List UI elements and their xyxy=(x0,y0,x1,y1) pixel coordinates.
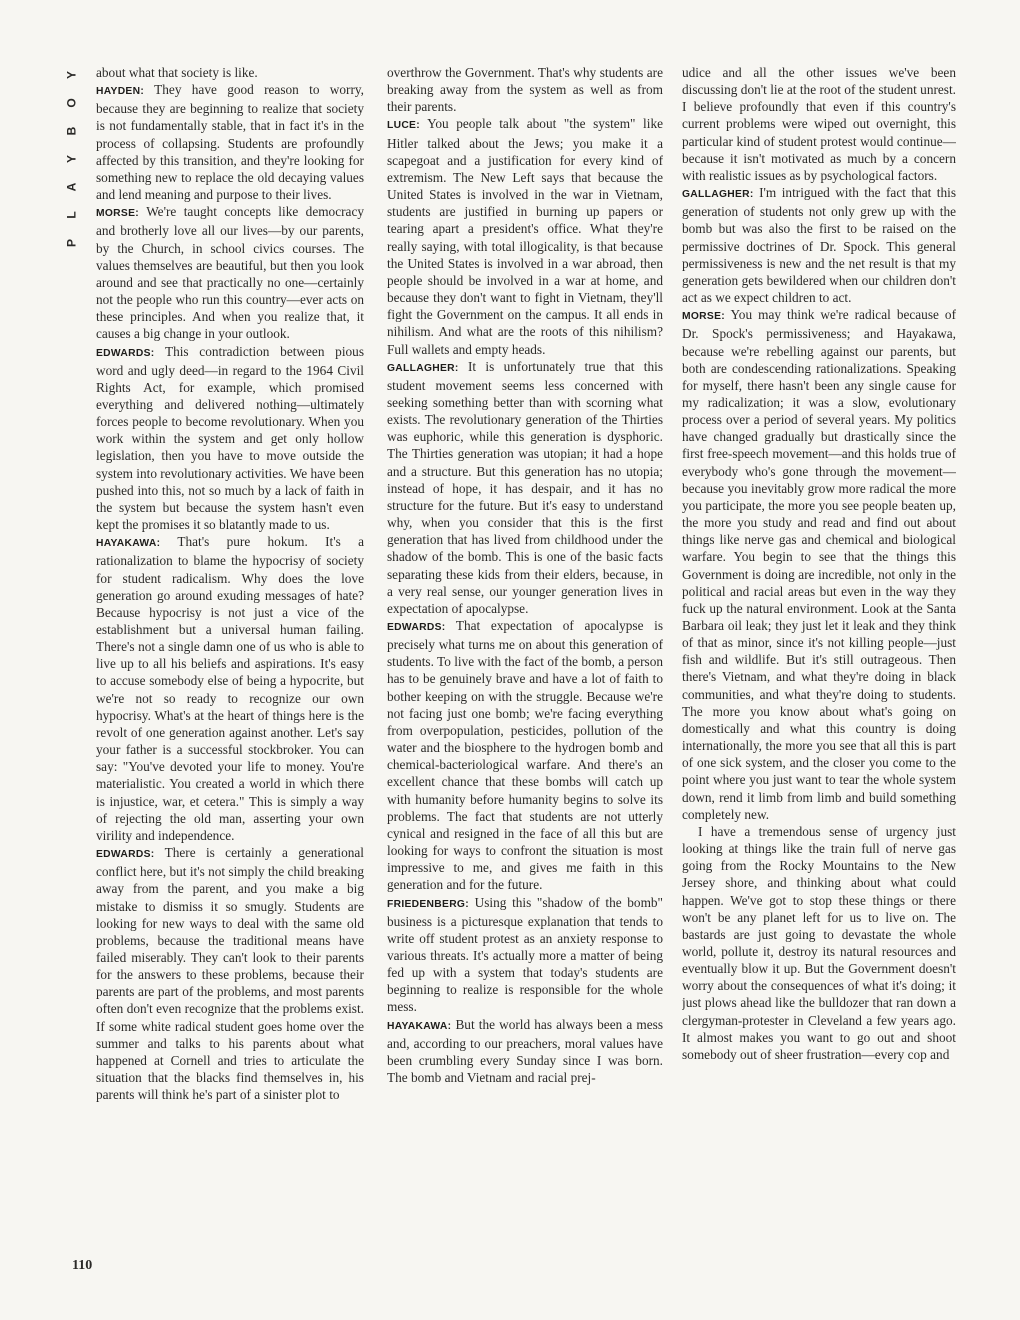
speaker-name: LUCE: xyxy=(387,120,420,132)
paragraph xyxy=(96,844,364,1103)
speaker-name: HAYAKAWA: xyxy=(96,538,161,550)
paragraph-text: This contradiction between pious word and ugly deed—in regard to the 1964 Civil Rights Act, for example, which promised everything and delivered nothing—ultimately forces people to become revolutionary. When you work within the system and get only hollow legislation, then you have to move outside the system into revolutionary activities. We have been pushed into this, not so much by a lack of faith in the system but because the system hasn't even kept the promises it so blatantly made to us. xyxy=(96,343,364,533)
masthead xyxy=(66,60,77,256)
paragraph xyxy=(96,81,364,203)
paragraph-text: We're taught concepts like democracy and brotherly love all our lives—by our parents, by the Church, in school civics courses. The values themselves are beautiful, but then you look around and see that practically no one—certainly not the people who run this country—ever acts on these principles. And when you realize that, it causes a big change in your outlook. xyxy=(96,204,364,342)
paragraph xyxy=(682,184,956,306)
paragraph xyxy=(387,1016,663,1087)
masthead-letter: Y xyxy=(64,153,79,164)
paragraph-text: You may think we're radical because of Dr. Spock's permissiveness; and Hayakawa, because we're rebelling against our parents, but both are condescending rationalizations. Speaking for myself, there hasn't been any single cause for my radicalization; it was a slow, evolutionary process over a period of several years. My politics have changed gradually but drastically since the first free-speech movement—and this holds true of everybody who's gone through the movement—because you inevitably grow more radical the more you participate, the more you see people beaten up, the more you study and read and find out about things like nerve gas and chemical and biological warfare. You begin to see that the things this Government is doing are incredible, not only in the political and racial areas but even in the way they fuck up the natural environment. Look at the Santa Barbara oil leak; they just let it leak and they think of that as minor, since it's not killing people—just fish and wildlife. But it's still outrageous. Then there's Vietnam, and what they're doing in black communities, and what they're doing to students. The more you know about what's going on domestically and what this country is doing internationally, the more you see that all this is part of one sick system, and the closer you come to the point where you just want to tear the whole system down, rend it limb from limb and build something completely new. xyxy=(682,307,956,822)
paragraph xyxy=(682,306,956,823)
paragraph xyxy=(96,203,364,342)
masthead-letter: B xyxy=(64,124,79,136)
text-column-1 xyxy=(96,64,364,1304)
speaker-name: EDWARDS: xyxy=(387,622,446,633)
page-number: 110 xyxy=(72,1258,93,1273)
speaker-name: HAYAKAWA: xyxy=(387,1020,452,1032)
paragraph-text: That expectation of apocalypse is precisely what turns me on about this generation of students. To live with the fact of the bomb, a person has to be genuinely brave and have a lot of faith to bother keeping on with the struggle. Because we're not facing just one bomb; we're facing everything from overpopulation, pesticides, pollution of the water and the biosphere to the hydrogen bomb and chemical-bacteriological warfare. And there's an excellent chance that these bombs will catch up with humanity before humanity begins to solve its problems. The fact that students are not utterly cynical and resigned in the face of all this but are looking for ways to confront the situation is most impressive to me, and gives me faith in this generation and for the future. xyxy=(387,618,663,893)
masthead-letter: Y xyxy=(64,69,79,80)
paragraph-text: overthrow the Government. That's why students are breaking away from the system as well as from their parents. xyxy=(387,65,663,115)
paragraph-text: There is certainly a generational conflict here, but it's not simply the child breaking away from the parent, and you make a big mistake to dismiss it so smugly. Students are looking for new ways to deal with the same old problems, because the traditional means have failed miserably. They can't look to their parents for the answers to these problems, because their parents are part of the problems, and most parents often don't even recognize that the problems exist. If some white radical student goes home over the summer and talks to his parents about what happened at Cornell and tries to articulate the situation that the blacks find themselves in, his parents will think he's part of a sinister plot to xyxy=(96,845,364,1103)
paragraph xyxy=(387,358,663,617)
speaker-name: FRIEDENBERG: xyxy=(387,898,469,910)
paragraph-text: I have a tremendous sense of urgency just looking at things like the train full of nerve gas going from the Rocky Mountains to the New Jersey shore, and thinking about what could happen. We've got to stop these things or there won't be any planet left for us to live on. The bastards are just going to devastate the whole world, pollute it, destroy its natural resources and eventually blow it up. But the Government doesn't worry about the consequences of what it's doing; it just plows ahead like the bulldozer that ran down a clergyman-protester in Cleveland a few years ago. It almost makes you want to go out and shoot somebody out of sheer frustration—every cop and xyxy=(682,823,956,1062)
paragraph xyxy=(387,894,663,1016)
paragraph-text: That's pure hokum. It's a rationalization to blame the hypocrisy of society for student radicalism. Why does the love generation go around exuding messages of hate? Because hypocrisy is not just a vice of the establishment but a universal human failing. There's not a single damn one of us who is able to live up to all his beliefs and aspirations. It's easy to accuse somebody else of being a hypocrite, but we're not so ready to recognize our own hypocrisy. What's at the heart of things here is the revolt of one generation against another. Let's say your father is a successful stockbroker. You can say: "You've devoted your life to money. You're materialistic. You created a world in which there is injustice, war, et cetera." This is simply a way of rejecting the old man, asserting your own virility and independence. xyxy=(96,534,364,843)
text-column-2 xyxy=(387,64,663,1304)
speaker-name: GALLAGHER: xyxy=(387,362,459,374)
paragraph-text: udice and all the other issues we've been discussing don't lie at the root of the student unrest. I believe profoundly that even if this country's current problems were wiped out overnight, this particular kind of student protest would continue—because it isn't motivated as much by a concern with realistic issues as by psychological factors. xyxy=(682,65,956,183)
masthead-letter: L xyxy=(64,209,79,219)
paragraph xyxy=(96,343,364,534)
paragraph xyxy=(387,617,663,894)
paragraph-text: But the world has always been a mess and, according to our preachers, moral values have been crumbling every Sunday since I was born. The bomb and Vietnam and racial prej- xyxy=(387,1016,663,1086)
speaker-name: EDWARDS: xyxy=(96,347,155,359)
masthead-letter: P xyxy=(64,237,79,248)
paragraph xyxy=(96,533,364,844)
masthead-letter: O xyxy=(64,96,79,108)
text-column-3 xyxy=(682,64,956,1304)
speaker-name: HAYDEN: xyxy=(96,86,145,98)
paragraph-text: Using this "shadow of the bomb" business is a picturesque explanation that tends to write off student protest as an anxiety response to various threats. It's actually more a matter of being fed up with a system that today's students are beginning to realize is responsible for the whole mess. xyxy=(387,894,663,1015)
paragraph-text: You people talk about "the system" like Hitler talked about the Jews; you make it a scapegoat and a justification for every kind of extremism. The New Left says that because the United States is involved in the war in Vietnam, students are justified in burning up papers or tearing apart a president's office. What they're really saying, with total illogicality, is that because the United States is involved in a war abroad, then people should be involved in a war at home, and because they don't want to fight in Vietnam, they'll fight the Government on the campus. It all ends in nihilism. And what are the roots of this nihilism? Full wallets and empty heads. xyxy=(387,116,663,357)
paragraph xyxy=(682,823,956,1063)
paragraph-text: about what that society is like. xyxy=(96,65,258,80)
paragraph xyxy=(387,115,663,357)
paragraph-text: It is unfortunately true that this student movement seems less concerned with seeking something better than with scorning what exists. The revolutionary generation of the Thirties was euphoric, while this generation is dysphoric. The Thirties generation was utopian; it had a hope and a structure. But this generation has no utopia; instead of hope, it has despair, and it has no structure for the future. But it's easy to understand why, when you consider that this is the first generation that has lived from childhood under the shadow of the bomb. This is one of the basic facts separating these kids from their elders, because, in a very real sense, our younger generation lives in expectation of apocalypse. xyxy=(387,358,663,616)
paragraph-text: They have good reason to worry, because they are beginning to realize that society is not fundamentally stable, that in fact it's in the process of collapsing. Students are profoundly affected by this transition, and they're looking for something new to replace the old decaying values and lend meaning and purpose to their lives. xyxy=(96,82,364,203)
speaker-name: EDWARDS: xyxy=(96,849,155,861)
masthead-letter: A xyxy=(64,180,79,192)
paragraph xyxy=(682,64,956,184)
speaker-name: MORSE: xyxy=(682,311,725,323)
paragraph xyxy=(96,64,364,81)
speaker-name: GALLAGHER: xyxy=(682,189,754,201)
paragraph-text: I'm intrigued with the fact that this generation of students not only grew up with the bomb but was also the first to be raised on the permissive doctrines of Dr. Spock. This general permissiveness is new and the net result is that my generation gets bewildered when our children don't act as we expect children to act. xyxy=(682,185,956,306)
speaker-name: MORSE: xyxy=(96,208,139,220)
paragraph xyxy=(387,64,663,115)
